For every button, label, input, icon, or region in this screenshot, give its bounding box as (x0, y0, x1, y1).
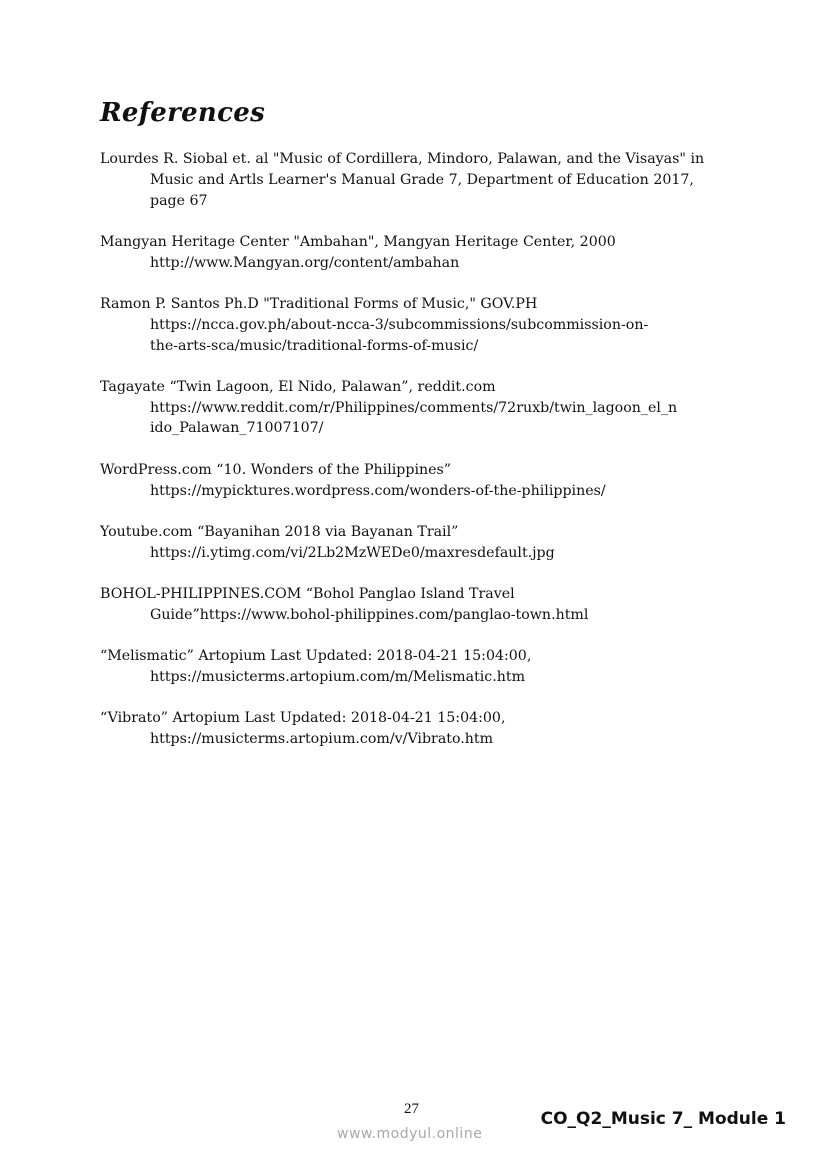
reference-entry (100, 708, 760, 750)
reference-entry (100, 646, 760, 688)
reference-citation-line: Ramon P. Santos Ph.D "Traditional Forms of Music," GOV.PH (100, 295, 538, 312)
reference-continuation-line: Guide”https://www.bohol-philippines.com/panglao-town.html (150, 606, 589, 623)
reference-citation-line: WordPress.com “10. Wonders of the Philippines” (100, 461, 452, 478)
reference-entry (100, 149, 760, 211)
reference-continuation-line: page 67 (150, 192, 208, 209)
references-list (100, 149, 760, 770)
reference-entry (100, 232, 760, 274)
reference-entry (100, 584, 760, 626)
page-number: 27 (404, 1101, 419, 1117)
reference-continuation-line: https://www.reddit.com/r/Philippines/comments/72ruxb/twin_lagoon_el_n (150, 399, 678, 416)
reference-continuation-line: https://musicterms.artopium.com/v/Vibrato.htm (150, 730, 494, 747)
reference-continuation-line: https://musicterms.artopium.com/m/Melismatic.htm (150, 668, 526, 685)
reference-citation-line: BOHOL-PHILIPPINES.COM “Bohol Panglao Island Travel (100, 585, 515, 602)
reference-continuation-line: ido_Palawan_71007107/ (150, 420, 324, 437)
reference-continuation-line: https://i.ytimg.com/vi/2Lb2MzWEDe0/maxresdefault.jpg (150, 544, 555, 561)
reference-citation-line: Youtube.com “Bayanihan 2018 via Bayanan Trail” (100, 523, 459, 540)
reference-continuation-line: Music and Artls Learner's Manual Grade 7, Department of Education 2017, (150, 171, 694, 188)
module-label: CO_Q2_Music 7_ Module 1 (540, 1109, 786, 1129)
reference-continuation-line: https://mypicktures.wordpress.com/wonders-of-the-philippines/ (150, 482, 606, 499)
reference-continuation-line: https://ncca.gov.ph/about-ncca-3/subcommissions/subcommission-on- (150, 316, 649, 333)
page-title: References (100, 98, 266, 128)
reference-entry (100, 377, 760, 439)
reference-continuation-line: the-arts-sca/music/traditional-forms-of-music/ (150, 337, 479, 354)
reference-entry (100, 522, 760, 564)
reference-citation-line: “Vibrato” Artopium Last Updated: 2018-04-21 15:04:00, (100, 710, 506, 727)
reference-entry (100, 460, 760, 502)
reference-citation-line: Mangyan Heritage Center "Ambahan", Mangyan Heritage Center, 2000 (100, 233, 616, 250)
reference-continuation-line: http://www.Mangyan.org/content/ambahan (150, 254, 460, 271)
watermark: www.modyul.online (337, 1126, 483, 1142)
reference-entry (100, 294, 760, 356)
reference-citation-line: Tagayate “Twin Lagoon, El Nido, Palawan”, reddit.com (100, 378, 496, 395)
reference-citation-line: “Melismatic” Artopium Last Updated: 2018-04-21 15:04:00, (100, 648, 532, 665)
reference-citation-line: Lourdes R. Siobal et. al "Music of Cordillera, Mindoro, Palawan, and the Visayas" in (100, 151, 705, 167)
